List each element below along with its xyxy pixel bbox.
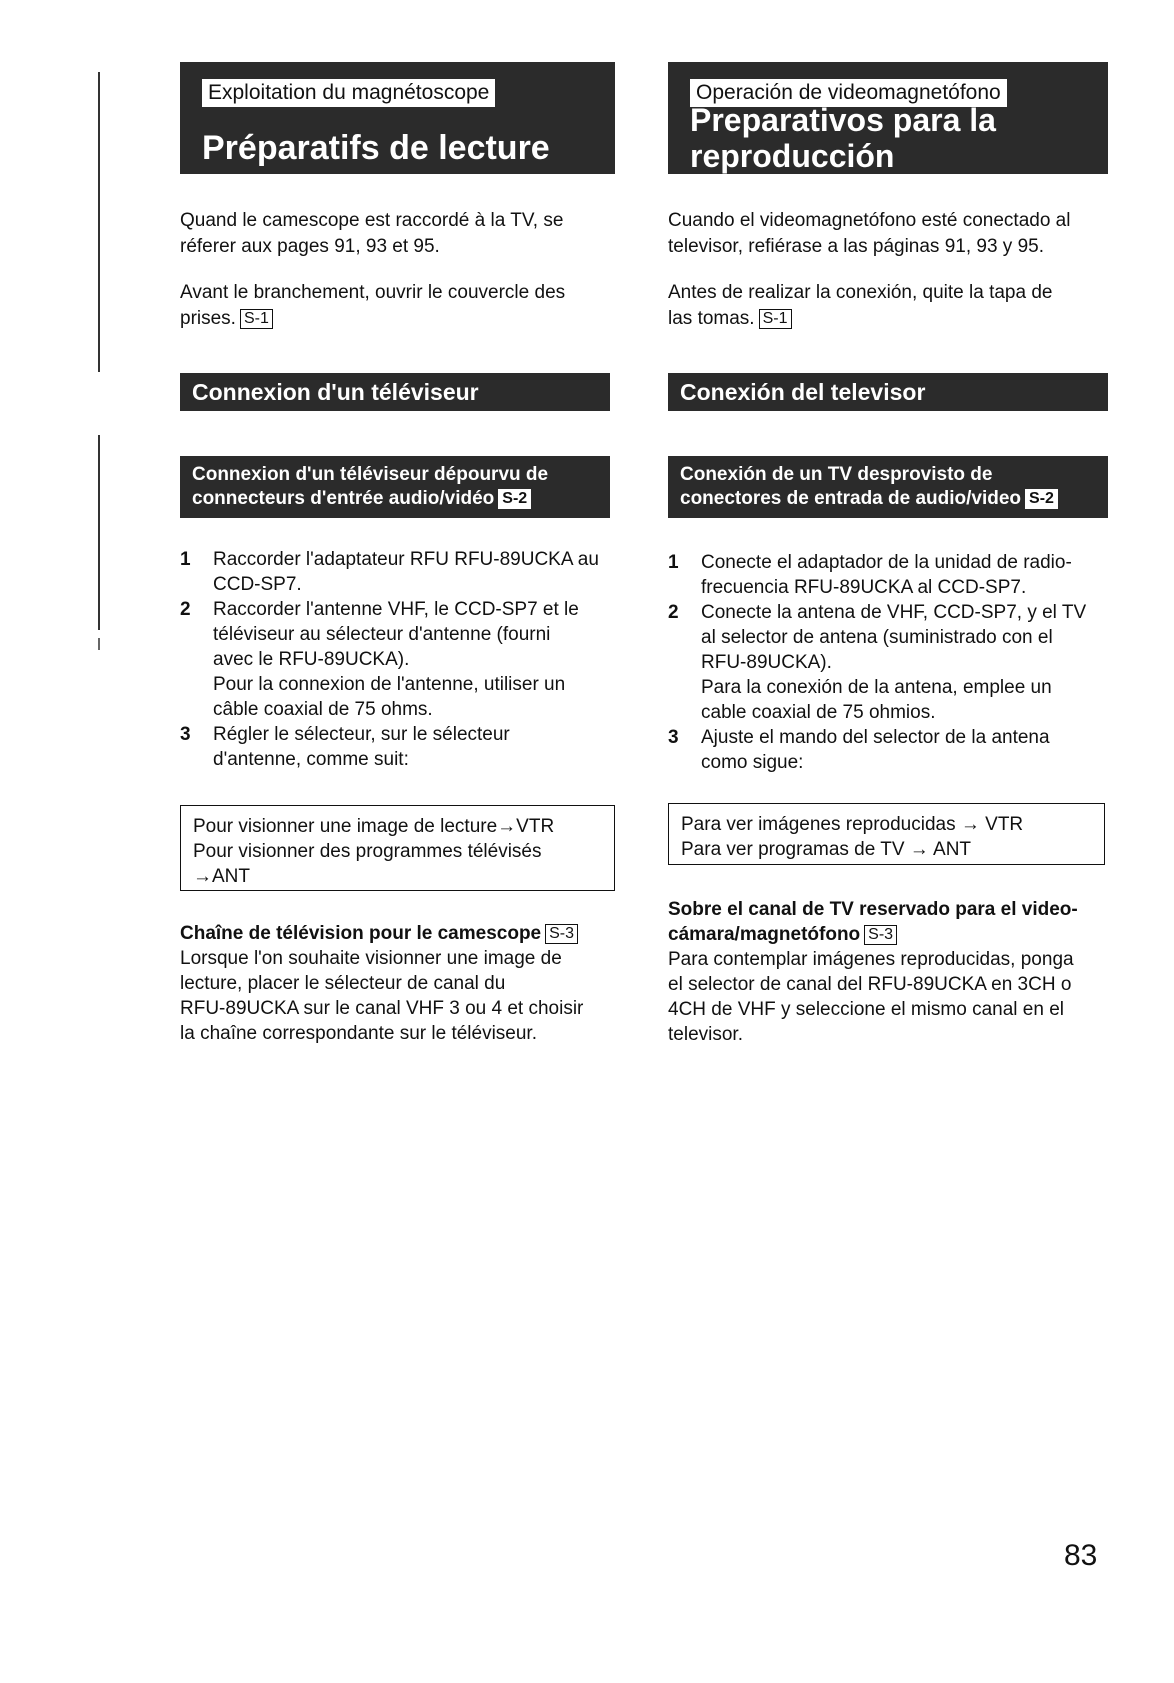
- french-page-title: Préparatifs de lecture: [202, 129, 550, 167]
- french-step-number: 2: [180, 599, 191, 620]
- spanish-step-number: 2: [668, 602, 679, 623]
- spanish-subsection-title: Conexión de un TV desprovisto de conectores de entrada de audio/video: [680, 464, 1022, 509]
- margin-rule-top: [98, 72, 100, 372]
- spanish-intro-2-tag: S-1: [759, 309, 792, 329]
- margin-tick: [98, 638, 100, 650]
- french-steps: [180, 547, 599, 772]
- spanish-section-title: Conexión del televisor: [668, 373, 1108, 411]
- spanish-header-small: Operación de videomagnetófono: [690, 79, 1007, 107]
- spanish-subsection-bar: [668, 456, 1108, 518]
- french-note-body: Lorsque l'on souhaite visionner une image de lecture, placer le sélecteur de canal du RFU-89UCKA sur le canal VHF 3 ou 4 et choisir la chaîne correspondante sur le téléviseur.: [180, 948, 584, 1044]
- french-step: [180, 597, 599, 722]
- french-intro-2-text: Avant le branchement, ouvrir le couvercle des prises.: [180, 282, 566, 329]
- spanish-step: [668, 550, 1086, 600]
- spanish-note-body: Para contemplar imágenes reproducidas, ponga el selector de canal del RFU-89UCKA en 3CH o 4CH de VHF y seleccione el mismo canal en el televisor.: [668, 949, 1074, 1045]
- spanish-step-number: 1: [668, 552, 679, 573]
- spanish-step-number: 3: [668, 727, 679, 748]
- french-subsection-title: Connexion d'un téléviseur dépourvu de connecteurs d'entrée audio/vidéo: [192, 464, 549, 509]
- french-subsection-tag: S-2: [498, 489, 531, 509]
- spanish-step: [668, 725, 1086, 775]
- spanish-intro-2: [668, 280, 1052, 332]
- spanish-note-tag: S-3: [864, 925, 897, 945]
- spanish-note-title: [668, 897, 1078, 947]
- margin-rule-bottom: [98, 435, 100, 630]
- spanish-page-title: Preparativos para la reproducción: [690, 102, 996, 174]
- french-intro-1: Quand le camescope est raccordé à la TV, se réferer aux pages 91, 93 et 95.: [180, 210, 564, 257]
- page-number: 83: [1064, 1539, 1098, 1572]
- french-step-number: 3: [180, 724, 191, 745]
- spanish-step-text: Conecte la antena de VHF, CCD-SP7, y el TV al selector de antena (suministrado con el RFU-89UCKA). Para la conexión de la antena, emplee un cable coaxial de 75 ohmios.: [701, 602, 1087, 723]
- spanish-step-text: Conecte el adaptador de la unidad de radio- frecuencia RFU-89UCKA al CCD-SP7.: [701, 552, 1072, 598]
- french-header-small: Exploitation du magnétoscope: [202, 79, 495, 107]
- spanish-step: [668, 600, 1086, 725]
- french-intro-2-tag: S-1: [240, 309, 273, 329]
- french-step-number: 1: [180, 549, 191, 570]
- french-section-title: Connexion d'un téléviseur: [180, 373, 610, 411]
- french-step-text: Raccorder l'antenne VHF, le CCD-SP7 et le téléviseur au sélecteur d'antenne (fourni avec le RFU-89UCKA). Pour la connexion de l'antenne, utiliser un câble coaxial de 75 ohms.: [213, 599, 579, 720]
- french-header-banner: [180, 62, 615, 174]
- french-step: [180, 722, 599, 772]
- french-selector-box: Pour visionner une image de lecture→VTR Pour visionner des programmes télévisés →ANT: [180, 805, 615, 891]
- french-step: [180, 547, 599, 597]
- french-note-title: [180, 921, 578, 946]
- spanish-header-banner: [668, 62, 1108, 174]
- spanish-selector-box: Para ver imágenes reproducidas → VTR Para ver programas de TV → ANT: [668, 803, 1105, 865]
- spanish-step-text: Ajuste el mando del selector de la antena como sigue:: [701, 727, 1050, 773]
- spanish-intro-2-text: Antes de realizar la conexión, quite la tapa de las tomas.: [668, 282, 1053, 329]
- spanish-intro-1: Cuando el videomagnetófono esté conectado al televisor, refiérase a las páginas 91, 93 y 95.: [668, 210, 1071, 257]
- spanish-steps: [668, 550, 1086, 775]
- french-intro-2: [180, 280, 565, 332]
- french-step-text: Régler le sélecteur, sur le sélecteur d'antenne, comme suit:: [213, 724, 510, 770]
- french-step-text: Raccorder l'adaptateur RFU RFU-89UCKA au CCD-SP7.: [213, 549, 599, 595]
- french-note-tag: S-3: [545, 924, 578, 944]
- french-subsection-bar: [180, 456, 610, 518]
- french-note-title-text: Chaîne de télévision pour le camescope: [180, 923, 542, 944]
- spanish-subsection-tag: S-2: [1025, 489, 1058, 509]
- spanish-note-title-text: Sobre el canal de TV reservado para el video- cámara/magnetófono: [668, 899, 1078, 945]
